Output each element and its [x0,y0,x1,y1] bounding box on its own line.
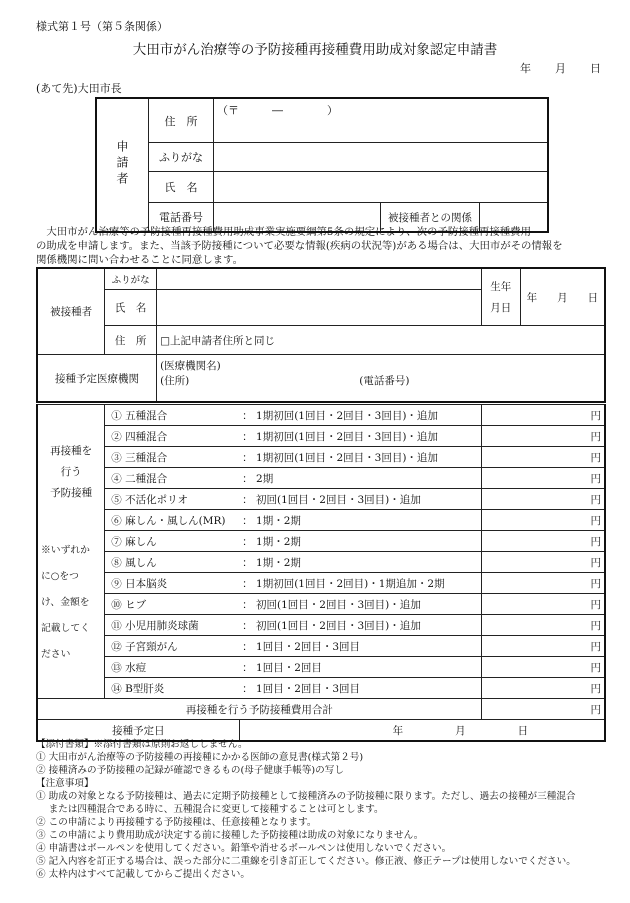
vaccine-row[interactable] [37,552,605,573]
name-label: 氏 名 [149,172,214,203]
vaccine-row[interactable] [37,615,605,636]
vaccine-name[interactable] [105,405,239,426]
patient-furigana-label: ふりがな [105,268,157,290]
vaccine-row[interactable] [37,678,605,699]
applicant-furigana-field[interactable] [214,143,549,172]
vaccine-name[interactable] [105,510,239,531]
vaccine-label: 風しん [125,556,157,569]
patient-name-field[interactable] [157,290,482,326]
vaccine-name[interactable] [105,636,239,657]
year-label: 年 [520,62,531,75]
vaccine-schedule[interactable]: ： 1期初回(1回目・2回目・3回目)・追加 [239,405,481,426]
vaccine-table [36,404,606,742]
vaccine-number: ⑤ [111,493,122,506]
vaccine-row[interactable] [37,531,605,552]
vaccine-row[interactable] [37,510,605,531]
patient-name-label: 氏 名 [105,290,157,326]
birth-date-cell[interactable] [481,268,605,326]
vaccine-number: ⑨ [111,577,122,590]
vaccine-row[interactable] [37,426,605,447]
vaccine-row[interactable] [37,573,605,594]
vaccine-name[interactable] [105,594,239,615]
vaccine-number: ③ [111,451,122,464]
vaccine-number: ⑫ [111,640,122,653]
vaccine-number: ⑩ [111,598,122,611]
vaccine-number: ⑬ [111,661,122,674]
vaccine-section-line: 再接種を [50,445,93,457]
vaccine-row[interactable] [37,468,605,489]
intro-line: 大田市がん治療等の予防接種再接種費用助成事業実施要綱第5条の規定により、次の予防接種再接種費用 [36,226,531,238]
clinic-name-label: (医療機関名) [160,360,221,372]
vaccine-label: 不活化ポリオ [125,493,188,506]
vaccine-number: ① [111,409,122,422]
vaccine-name[interactable] [105,468,239,489]
form-id: 様式第１号（第５条関係） [36,20,168,33]
vaccine-row[interactable] [37,447,605,468]
vaccine-amount-field[interactable]: 円 [481,468,605,489]
intro-line: 関係機関に問い合わせることに同意します。 [36,254,243,266]
total-amount-field[interactable]: 円 [481,699,605,720]
vaccine-schedule[interactable]: ： 1期初回(1回目・2回目・3回目)・追加 [239,447,481,468]
vaccine-row[interactable] [37,594,605,615]
vaccine-amount-field[interactable]: 円 [481,657,605,678]
vaccine-schedule[interactable]: ： 1期初回(1回目・2回目)・1期追加・2期 [239,573,481,594]
vaccine-amount-field[interactable]: 円 [481,426,605,447]
vaccine-note-line: ださい [41,649,71,660]
vaccine-label: 二種混合 [125,472,168,485]
vaccine-amount-field[interactable]: 円 [481,531,605,552]
birth-month: 月 [557,291,568,304]
vaccine-section-line: 予防接種 [50,487,93,499]
patient-section-label: 被接種者 [37,268,105,355]
notes-section [36,738,576,881]
vaccine-section-label [37,405,105,699]
note-item: ① 助成の対象となる予防接種は、過去に定期予防接種として接種済みの予防接種に限ります。ただし、過去の接種が三種混合 [36,791,576,802]
attachments-heading: 【添付書類】※添付書類は原則お返ししません。 [36,739,248,750]
vaccine-label: B型肝炎 [125,682,165,695]
total-label: 再接種を行う予防接種費用合計 [37,699,481,720]
vaccine-number: ④ [111,472,122,485]
vaccine-label: ヒブ [125,598,147,611]
vaccine-schedule[interactable]: ： 1回目・2回目・3回目 [239,678,481,699]
applicant-name-field[interactable] [214,172,549,203]
page-title: 大田市がん治療等の予防接種再接種費用助成対象認定申請書 [132,42,498,58]
vaccine-name[interactable] [105,447,239,468]
vaccine-label: 水痘 [125,661,147,674]
vaccine-row[interactable] [37,636,605,657]
schedule-day: 日 [517,724,529,737]
vaccine-schedule[interactable]: ： 1期・2期 [239,510,481,531]
patient-furigana-field[interactable] [157,268,482,290]
attachment-item: ① 大田市がん治療等の予防接種の再接種にかかる医師の意見書(様式第２号) [36,752,364,763]
applicant-address-field[interactable] [214,98,549,143]
vaccine-note-line: ※いずれか [41,545,90,556]
vaccine-name[interactable] [105,657,239,678]
clinic-phone-label: (電話番号) [359,375,410,387]
schedule-month: 月 [455,724,466,737]
vaccine-name[interactable] [105,531,239,552]
phone-label: 電話番号 [149,203,214,233]
note-item: ④ 申請書はボールペンを使用してください。鉛筆や消せるボールペンは使用しないでください。 [36,843,452,854]
patient-address-field[interactable] [157,326,605,355]
applicant-table [95,97,549,233]
clinic-address-label: (住所) [160,375,190,387]
vaccine-number: ⑥ [111,514,122,527]
vaccine-note-line: 記載してく [41,623,90,634]
vaccine-schedule[interactable]: ： 1期・2期 [239,552,481,573]
address-label: 住 所 [149,98,214,143]
vaccine-number: ⑧ [111,556,122,569]
relation-label: 被接種者との関係 [381,203,480,233]
vaccine-name[interactable] [105,426,239,447]
vaccine-note-line: に○をつ [41,571,79,582]
vaccine-schedule[interactable]: ： 2期 [239,468,481,489]
vaccine-label: 子宮頸がん [125,640,178,653]
vaccine-amount-field[interactable]: 円 [481,636,605,657]
same-address-checkbox[interactable]: □上記申請者住所と同じ [160,334,275,347]
note-item: ② この申請により再接種する予防接種は、任意接種となります。 [36,817,317,828]
attachment-item: ② 接種済みの予防接種の記録が確認できるもの(母子健康手帳等)の写し [36,765,344,776]
addressee: (あて先)大田市長 [36,82,122,95]
applicant-section-label: 申請者 [96,98,149,232]
vaccine-name[interactable] [105,552,239,573]
vaccine-name[interactable] [105,573,239,594]
clinic-field[interactable] [157,355,605,403]
schedule-year: 年 [392,724,404,737]
vaccine-number: ② [111,430,122,443]
vaccine-amount-field[interactable]: 円 [481,573,605,594]
vaccine-schedule[interactable]: ： 初回(1回目・2回目・3回目)・追加 [239,594,481,615]
vaccine-amount-field[interactable]: 円 [481,510,605,531]
postal-code-prefix: （〒 ― ） [217,104,338,117]
notes-heading: 【注意事項】 [36,778,94,789]
vaccine-number: ⑪ [111,619,122,632]
vaccine-row[interactable] [37,405,605,426]
vaccine-amount-field[interactable]: 円 [481,615,605,636]
birth-label: 生年 月日 [482,269,521,325]
vaccine-number: ⑭ [111,682,122,695]
intro-text [36,225,563,267]
vaccine-label: 日本脳炎 [125,577,168,590]
vaccine-label: 麻しん [125,535,157,548]
clinic-label: 接種予定医療機関 [37,355,157,403]
vaccine-schedule[interactable]: ： 1回目・2回目 [239,657,481,678]
vaccine-label: 小児用肺炎球菌 [125,619,199,632]
vaccine-label: 五種混合 [125,409,168,422]
birth-year: 年 [526,291,538,304]
vaccine-label: 麻しん・風しん(MR) [125,514,226,527]
vaccine-amount-field[interactable]: 円 [481,489,605,510]
vaccine-schedule[interactable]: ： 1回目・2回目・3回目 [239,636,481,657]
note-item: ⑥ 太枠内はすべて記載してからご提出ください。 [36,869,250,880]
vaccine-amount-field[interactable]: 円 [481,405,605,426]
patient-address-label: 住 所 [105,326,157,355]
vaccine-label: 三種混合 [125,451,168,464]
schedule-date-label: 接種予定日 [37,720,239,742]
furigana-label: ふりがな [149,143,214,172]
note-item: ⑤ 記入内容を訂正する場合は、誤った部分に二重線を引き訂正してください。修正液、修正テープは使用しないでください。 [36,856,576,867]
note-item: または四種混合である時に、五種混合に変更して接種することは可とします。 [36,804,384,815]
vaccine-amount-field[interactable]: 円 [481,552,605,573]
note-item: ③ この申請により費用助成が決定する前に接種した予防接種は助成の対象になりません。 [36,830,424,841]
vaccine-name[interactable] [105,489,239,510]
main-table [36,267,606,403]
vaccine-note-line: け、金額を [41,597,90,608]
vaccine-number: ⑦ [111,535,122,548]
vaccine-schedule[interactable]: ： 初回(1回目・2回目・3回目)・追加 [239,615,481,636]
vaccine-amount-field[interactable]: 円 [481,678,605,699]
vaccine-label: 四種混合 [125,430,168,443]
month-label: 月 [555,62,566,75]
header-date[interactable] [520,60,601,76]
vaccine-name[interactable] [105,678,239,699]
vaccine-schedule[interactable]: ： 1期・2期 [239,531,481,552]
birth-day: 日 [587,291,599,304]
vaccine-row[interactable] [37,657,605,678]
vaccine-name[interactable] [105,615,239,636]
vaccine-section-line: 行う [60,466,82,478]
vaccine-schedule[interactable]: ： 初回(1回目・2回目・3回目)・追加 [239,489,481,510]
intro-line: の助成を申請します。また、当該予防接種について必要な情報(疾病の状況等)がある場合は、大田市がその情報を [36,240,563,252]
vaccine-amount-field[interactable]: 円 [481,594,605,615]
vaccine-amount-field[interactable]: 円 [481,447,605,468]
vaccine-row[interactable] [37,489,605,510]
day-label: 日 [590,62,601,75]
vaccine-schedule[interactable]: ： 1期初回(1回目・2回目・3回目)・追加 [239,426,481,447]
